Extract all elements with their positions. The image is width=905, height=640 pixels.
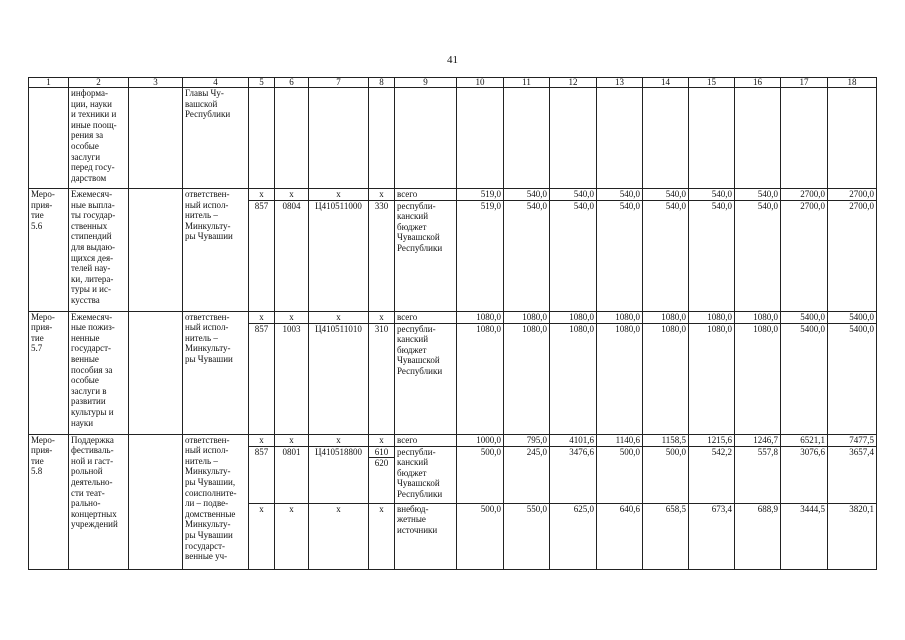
value-col-11: 1080,0 <box>504 311 550 323</box>
column-number-1: 1 <box>29 78 69 88</box>
value-col-13: 540,0 <box>597 200 643 311</box>
column-number-row <box>29 78 877 88</box>
activity-label: Меро- прия- тие 5.7 <box>29 311 69 434</box>
column-number-6: 6 <box>275 78 309 88</box>
value-col-15: 1215,6 <box>689 434 735 446</box>
value-col-18: 2700,0 <box>828 189 877 201</box>
target-article-code: х <box>309 189 369 201</box>
empty-cell <box>29 88 69 189</box>
value-col-15: 1080,0 <box>689 323 735 434</box>
empty-cell <box>597 88 643 189</box>
activity-label: Меро- прия- тие 5.8 <box>29 434 69 569</box>
section-code: х <box>275 503 309 569</box>
value-col-12: 625,0 <box>550 503 597 569</box>
value-col-14: 540,0 <box>643 200 689 311</box>
value-col-18: 5400,0 <box>828 323 877 434</box>
activity-executor: ответствен- ный испол- нитель – Минкульту- ры Чувашии <box>183 311 249 434</box>
activity-name: Ежемесяч- ные пожиз- ненные государст- венные пособия за особые заслуги в развитии культуры и науки <box>69 311 129 434</box>
value-col-12: 540,0 <box>550 189 597 201</box>
value-col-16: 540,0 <box>735 189 781 201</box>
value-col-17: 3444,5 <box>781 503 828 569</box>
value-col-11: 550,0 <box>504 503 550 569</box>
table-row-continuation <box>29 88 877 189</box>
activity-executor: ответствен- ный испол- нитель – Минкульту- ры Чувашии, соисполните- ли – подве- домственные Минкульту- ры Чувашии государст- венные уч- <box>183 434 249 569</box>
value-col-17: 5400,0 <box>781 311 828 323</box>
grbs-code: х <box>249 503 275 569</box>
target-article-code: х <box>309 503 369 569</box>
column-number-3: 3 <box>129 78 183 88</box>
value-col-18: 3657,4 <box>828 446 877 503</box>
expense-type-code: х <box>369 503 395 569</box>
value-col-16: 540,0 <box>735 200 781 311</box>
grbs-code: х <box>249 189 275 201</box>
value-col-10: 519,0 <box>457 189 504 201</box>
value-col-17: 2700,0 <box>781 189 828 201</box>
empty-cell <box>504 88 550 189</box>
value-col-16: 1246,7 <box>735 434 781 446</box>
value-col-10: 1000,0 <box>457 434 504 446</box>
funding-source: внебюд- жетные источники <box>395 503 457 569</box>
empty-cell <box>781 88 828 189</box>
section-code: х <box>275 189 309 201</box>
value-col-11: 540,0 <box>504 189 550 201</box>
funding-source: республи- канский бюджет Чувашской Республики <box>395 323 457 434</box>
value-col-15: 1080,0 <box>689 311 735 323</box>
section-code: х <box>275 311 309 323</box>
value-col-11: 795,0 <box>504 434 550 446</box>
empty-cell <box>828 88 877 189</box>
expense-type-code: х <box>369 311 395 323</box>
value-col-10: 1080,0 <box>457 311 504 323</box>
empty-cell <box>395 88 457 189</box>
table-row <box>29 434 877 446</box>
value-col-13: 1080,0 <box>597 323 643 434</box>
value-col-14: 500,0 <box>643 446 689 503</box>
page-number: 41 <box>447 54 458 66</box>
table-row <box>29 189 877 201</box>
empty-cell <box>309 88 369 189</box>
table-row <box>29 311 877 323</box>
column-number-7: 7 <box>309 78 369 88</box>
value-col-18: 2700,0 <box>828 200 877 311</box>
value-col-16: 1080,0 <box>735 311 781 323</box>
column-number-16: 16 <box>735 78 781 88</box>
value-col-17: 3076,6 <box>781 446 828 503</box>
target-article-code: Ц410511010 <box>309 323 369 434</box>
value-col-16: 557,8 <box>735 446 781 503</box>
program-activities-table <box>28 77 877 570</box>
value-col-13: 540,0 <box>597 189 643 201</box>
value-col-10: 519,0 <box>457 200 504 311</box>
empty-cell <box>689 88 735 189</box>
funding-source: республи- канский бюджет Чувашской Республики <box>395 446 457 503</box>
column-number-14: 14 <box>643 78 689 88</box>
value-col-12: 540,0 <box>550 200 597 311</box>
value-col-12: 1080,0 <box>550 311 597 323</box>
grbs-code: 857 <box>249 323 275 434</box>
empty-cell <box>129 88 183 189</box>
expense-type-code: х <box>369 189 395 201</box>
empty-cell <box>275 88 309 189</box>
value-col-16: 1080,0 <box>735 323 781 434</box>
activity-label: Меро- прия- тие 5.6 <box>29 189 69 312</box>
grbs-code: 857 <box>249 446 275 503</box>
empty-cell <box>129 311 183 434</box>
value-col-13: 640,6 <box>597 503 643 569</box>
value-col-15: 673,4 <box>689 503 735 569</box>
grbs-code: х <box>249 311 275 323</box>
column-number-5: 5 <box>249 78 275 88</box>
column-number-10: 10 <box>457 78 504 88</box>
value-col-18: 5400,0 <box>828 311 877 323</box>
value-col-14: 1080,0 <box>643 323 689 434</box>
column-number-15: 15 <box>689 78 735 88</box>
activity-name: Поддержка фестиваль- ной и гаст- рольной деятельно- сти теат- рально- концертных учреждений <box>69 434 129 569</box>
empty-cell <box>129 189 183 312</box>
value-col-13: 1080,0 <box>597 311 643 323</box>
empty-cell <box>129 434 183 569</box>
value-col-17: 5400,0 <box>781 323 828 434</box>
value-col-14: 540,0 <box>643 189 689 201</box>
empty-cell <box>643 88 689 189</box>
funding-source: республи- канский бюджет Чувашской Республики <box>395 200 457 311</box>
value-col-14: 1158,5 <box>643 434 689 446</box>
target-article-code: х <box>309 434 369 446</box>
value-col-11: 540,0 <box>504 200 550 311</box>
target-article-code: х <box>309 311 369 323</box>
expense-type-code: 330 <box>369 200 395 311</box>
target-article-code: Ц410518800 <box>309 446 369 503</box>
funding-source: всего <box>395 189 457 201</box>
value-col-17: 6521,1 <box>781 434 828 446</box>
value-col-12: 3476,6 <box>550 446 597 503</box>
section-code: 0804 <box>275 200 309 311</box>
value-col-18: 7477,5 <box>828 434 877 446</box>
empty-cell <box>249 88 275 189</box>
value-col-18: 3820,1 <box>828 503 877 569</box>
value-col-15: 542,2 <box>689 446 735 503</box>
value-col-11: 1080,0 <box>504 323 550 434</box>
value-col-16: 688,9 <box>735 503 781 569</box>
column-number-11: 11 <box>504 78 550 88</box>
column-number-9: 9 <box>395 78 457 88</box>
value-col-14: 1080,0 <box>643 311 689 323</box>
value-col-10: 500,0 <box>457 446 504 503</box>
value-col-15: 540,0 <box>689 189 735 201</box>
value-col-13: 1140,6 <box>597 434 643 446</box>
grbs-code: х <box>249 434 275 446</box>
column-number-2: 2 <box>69 78 129 88</box>
expense-type-code-cell <box>369 446 395 503</box>
expense-type-code: х <box>369 434 395 446</box>
empty-cell <box>457 88 504 189</box>
empty-cell <box>369 88 395 189</box>
value-col-13: 500,0 <box>597 446 643 503</box>
activity-name: Ежемесяч- ные выпла- ты государ- ственных стипендий для выдаю- щихся дея- телей нау- ки, литера- туры и ис- кусства <box>69 189 129 312</box>
value-col-11: 245,0 <box>504 446 550 503</box>
section-code: 0801 <box>275 446 309 503</box>
value-col-15: 540,0 <box>689 200 735 311</box>
empty-cell <box>735 88 781 189</box>
column-number-4: 4 <box>183 78 249 88</box>
activity-executor: ответствен- ный испол- нитель – Минкульту- ры Чувашии <box>183 189 249 312</box>
grbs-code: 857 <box>249 200 275 311</box>
value-col-17: 2700,0 <box>781 200 828 311</box>
column-number-8: 8 <box>369 78 395 88</box>
expense-type-code: 610 <box>369 447 394 459</box>
value-col-12: 1080,0 <box>550 323 597 434</box>
value-col-12: 4101,6 <box>550 434 597 446</box>
column-number-13: 13 <box>597 78 643 88</box>
section-code: 1003 <box>275 323 309 434</box>
value-col-10: 500,0 <box>457 503 504 569</box>
column-number-12: 12 <box>550 78 597 88</box>
expense-type-code: 310 <box>369 323 395 434</box>
empty-cell <box>550 88 597 189</box>
funding-source: всего <box>395 311 457 323</box>
activity-executor: Главы Чу- вашской Республики <box>183 88 249 189</box>
target-article-code: Ц410511000 <box>309 200 369 311</box>
funding-source: всего <box>395 434 457 446</box>
expense-type-code-2: 620 <box>374 458 389 469</box>
activity-name: информа- ции, науки и техники и иные поощ- рения за особые заслуги перед госу- дарством <box>69 88 129 189</box>
column-number-17: 17 <box>781 78 828 88</box>
value-col-14: 658,5 <box>643 503 689 569</box>
section-code: х <box>275 434 309 446</box>
value-col-10: 1080,0 <box>457 323 504 434</box>
column-number-18: 18 <box>828 78 877 88</box>
